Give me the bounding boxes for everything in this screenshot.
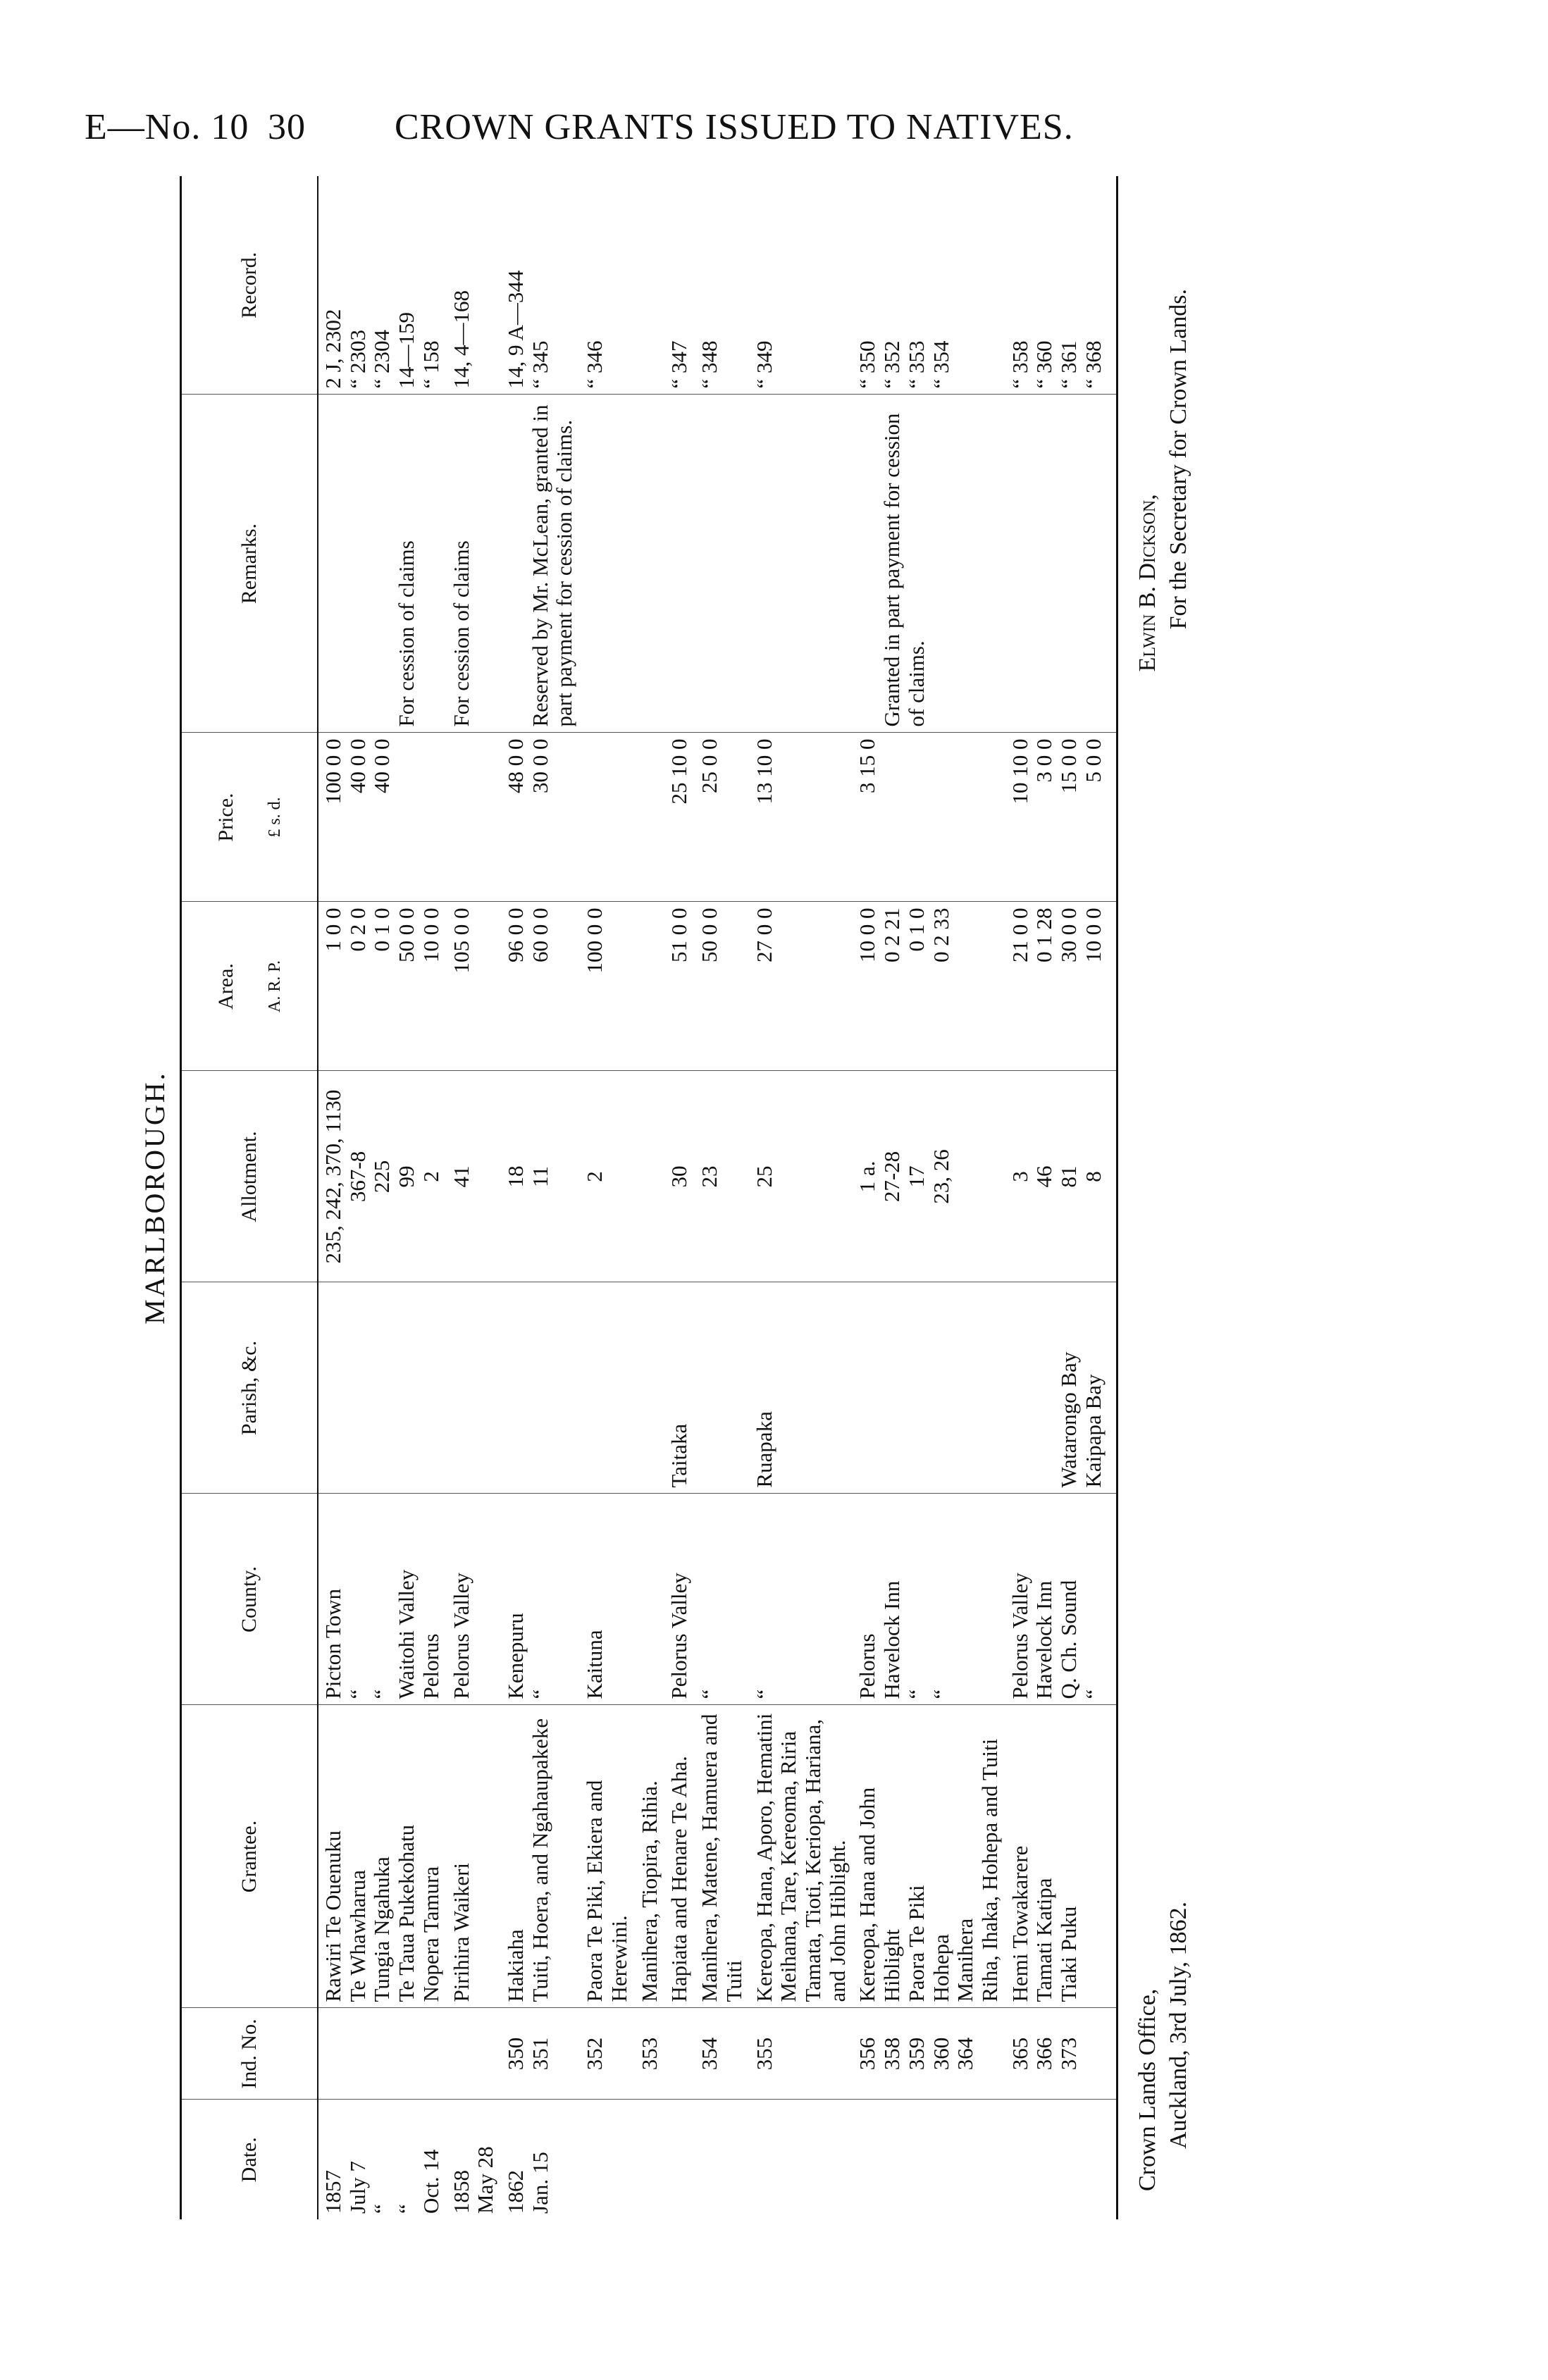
cell-price: 10 10 0 3 0 0 15 0 0 5 0 0 — [1005, 733, 1117, 902]
cell-parish — [318, 1282, 447, 1494]
cell-parish: Watarongo Bay Kaipapa Bay — [1005, 1282, 1117, 1494]
cell-allotment — [635, 1071, 665, 1282]
cell-allotment: 30 — [664, 1071, 695, 1282]
cell-remarks: Granted in part payment for cession of claims. — [853, 395, 1005, 733]
cell-parish — [447, 1282, 501, 1494]
cell-price: 13 10 0 — [750, 733, 853, 902]
page-header — [85, 99, 1423, 155]
signature-block — [1132, 289, 1294, 671]
cell-date — [853, 2100, 1005, 2219]
cell-grantee: Rawiri Te Ouenuku Te Whawharua Tungia Ngahuka Te Taua Pukekohatu Nopera Tamura — [318, 1705, 447, 2008]
table-row — [664, 176, 695, 2219]
cell-grantee: Pirihira Waikeri — [447, 1705, 501, 2008]
col-grantee: Grantee. — [181, 1705, 318, 2008]
cell-price: 25 10 0 — [664, 733, 695, 902]
cell-county: Pelorus Havelock Inn “ “ — [853, 1494, 1005, 1705]
cell-ind-no: 354 — [695, 2008, 749, 2100]
cell-date: 1862 Jan. 15 — [503, 2152, 552, 2214]
cell-record: “ 346 — [580, 176, 634, 395]
cell-ind-no — [447, 2008, 501, 2100]
cell-parish — [695, 1282, 749, 1494]
col-allotment: Allotment. — [181, 1071, 318, 1282]
cell-remarks — [635, 395, 665, 733]
cell-area: 96 0 0 60 0 0 — [501, 902, 580, 1071]
document-reference: E—No. 10 — [85, 106, 249, 147]
table-row — [501, 176, 580, 2219]
col-county: County. — [181, 1494, 318, 1705]
page-footer — [1118, 176, 1294, 2219]
office-block — [1132, 1902, 1294, 2191]
cell-date — [580, 2100, 634, 2219]
cell-area: 1 0 0 0 2 0 0 1 0 50 0 0 10 0 0 — [318, 902, 447, 1071]
rotated-table-content — [130, 176, 1385, 2219]
cell-date: 1857 July 7 “ “ Oct. 14 — [321, 2149, 443, 2214]
col-area-label: Area. — [213, 963, 237, 1010]
cell-allotment: 3 46 81 8 — [1005, 1071, 1117, 1282]
cell-allotment: 18 11 — [501, 1071, 580, 1282]
cell-county: “ — [695, 1494, 749, 1705]
crown-grants-table — [180, 176, 1118, 2219]
table-row — [853, 176, 1005, 2219]
cell-record — [635, 176, 665, 395]
cell-parish: Ruapaka — [750, 1282, 853, 1494]
section-title: MARLBOROUGH. — [139, 1071, 171, 1325]
cell-county: Pelorus Valley — [447, 1494, 501, 1705]
table-header-row — [181, 176, 318, 2219]
cell-price: 100 0 0 40 0 0 40 0 0 — [318, 733, 447, 902]
office-name: Crown Lands Office, — [1134, 1988, 1160, 2191]
cell-allotment: 235, 242, 370, 1130 367-8 225 99 2 — [318, 1071, 447, 1282]
cell-grantee: Manihera, Tiopira, Rihia. — [635, 1705, 665, 2008]
cell-county: Pelorus Valley Havelock Inn Q. Ch. Sound “ — [1005, 1494, 1117, 1705]
cell-area — [635, 902, 665, 1071]
signatory-name: Elwin B. Dickson, — [1134, 494, 1160, 672]
cell-parish — [501, 1282, 580, 1494]
table-row — [750, 176, 853, 2219]
cell-grantee: Hemi Towakarere Tamati Katipa Tiaki Puku — [1005, 1705, 1117, 2008]
cell-ind-no — [664, 2008, 695, 2100]
cell-date — [1005, 2100, 1117, 2219]
col-area-units: A. R. P. — [266, 960, 285, 1013]
cell-ind-no: 355 — [750, 2008, 853, 2100]
cell-county: Picton Town “ “ Waitohi Valley Pelorus — [318, 1494, 447, 1705]
cell-record: “ 350 “ 352 “ 353 “ 354 — [853, 176, 1005, 395]
cell-allotment: 23 — [695, 1071, 749, 1282]
cell-price — [580, 733, 634, 902]
page-number: 30 — [268, 106, 306, 147]
cell-county — [635, 1494, 665, 1705]
cell-remarks — [664, 395, 695, 733]
cell-ind-no — [318, 2008, 447, 2100]
cell-remarks: For cession of claims — [447, 395, 501, 733]
col-price — [181, 733, 318, 902]
table-row — [447, 176, 501, 2219]
place-date: Auckland, 3rd July, 1862. — [1165, 1902, 1191, 2149]
cell-county: Kenepuru “ — [501, 1494, 580, 1705]
cell-grantee: Kereopa, Hana, Aporo, Hematini Meihana, Tare, Kereoma, Riria Tamata, Tioti, Keriopa, Hariana, and John Hiblight. — [750, 1705, 853, 2008]
cell-remarks: For cession of claims — [318, 395, 447, 733]
cell-parish: Taitaka — [664, 1282, 695, 1494]
cell-grantee: Hakiaha Tuiti, Hoera, and Ngahaupakeke — [501, 1705, 580, 2008]
cell-area: 10 0 0 0 2 21 0 1 0 0 2 33 — [853, 902, 1005, 1071]
cell-record: 2 J, 2302 “ 2303 “ 2304 14—159 “ 158 — [318, 176, 447, 395]
col-parish: Parish, &c. — [181, 1282, 318, 1494]
cell-ind-no: 353 — [635, 2008, 665, 2100]
cell-area: 51 0 0 — [664, 902, 695, 1071]
cell-remarks — [580, 395, 634, 733]
cell-ind-no: 356 358 359 360 364 — [853, 2008, 1005, 2100]
cell-record: “ 349 — [750, 176, 853, 395]
cell-grantee: Manihera, Matene, Hamuera and Tuiti — [695, 1705, 749, 2008]
cell-ind-no: 350 351 — [501, 2008, 580, 2100]
table-row — [695, 176, 749, 2219]
col-price-label: Price. — [213, 793, 237, 842]
cell-date: 1858 May 28 — [448, 2146, 498, 2214]
cell-date — [750, 2100, 853, 2219]
cell-price — [635, 733, 665, 902]
table-row — [1005, 176, 1117, 2219]
cell-remarks — [750, 395, 853, 733]
cell-price: 48 0 0 30 0 0 — [501, 733, 580, 902]
cell-county: “ — [750, 1494, 853, 1705]
page-title: CROWN GRANTS ISSUED TO NATIVES. — [395, 106, 1074, 147]
col-remarks: Remarks. — [181, 395, 318, 733]
table-row — [635, 176, 665, 2219]
cell-allotment: 2 — [580, 1071, 634, 1282]
cell-remarks: Reserved by Mr. McLean, granted in part payment for cession of claims. — [501, 395, 580, 733]
cell-grantee: Paora Te Piki, Ekiera and Herewini. — [580, 1705, 634, 2008]
col-price-units: £ s. d. — [266, 797, 285, 838]
col-record: Record. — [181, 176, 318, 395]
cell-remarks — [695, 395, 749, 733]
cell-county: Pelorus Valley — [664, 1494, 695, 1705]
cell-area: 50 0 0 — [695, 902, 749, 1071]
cell-record: 14, 4—168 — [447, 176, 501, 395]
rotated-table-region — [130, 176, 1385, 2219]
cell-ind-no: 365 366 373 — [1005, 2008, 1117, 2100]
cell-allotment: 41 — [447, 1071, 501, 1282]
col-area — [181, 902, 318, 1071]
cell-parish — [580, 1282, 634, 1494]
cell-remarks — [1005, 395, 1117, 733]
table-row — [580, 176, 634, 2219]
cell-parish — [635, 1282, 665, 1494]
cell-record: “ 348 — [695, 176, 749, 395]
cell-parish — [853, 1282, 1005, 1494]
cell-area: 21 0 0 0 1 28 30 0 0 10 0 0 — [1005, 902, 1117, 1071]
cell-allotment: 25 — [750, 1071, 853, 1282]
signatory-title: For the Secretary for Crown Lands. — [1165, 289, 1191, 630]
cell-date — [635, 2100, 665, 2219]
col-date: Date. — [181, 2100, 318, 2219]
cell-price: 25 0 0 — [695, 733, 749, 902]
cell-area: 100 0 0 — [580, 902, 634, 1071]
cell-grantee: Kereopa, Hana and John Hiblight Paora Te Piki Hohepa Manihera Riha, Ihaka, Hohepa and Tuiti — [853, 1705, 1005, 2008]
cell-ind-no: 352 — [580, 2008, 634, 2100]
cell-allotment: 1 a. 27-28 17 23, 26 — [853, 1071, 1005, 1282]
cell-record: 14, 9 A—344 “ 345 — [501, 176, 580, 395]
col-ind-no: Ind. No. — [181, 2008, 318, 2100]
cell-area: 27 0 0 — [750, 902, 853, 1071]
cell-county: Kaituna — [580, 1494, 634, 1705]
cell-area: 105 0 0 — [447, 902, 501, 1071]
cell-record: “ 358 “ 360 “ 361 “ 368 — [1005, 176, 1117, 395]
table-row — [318, 176, 447, 2219]
cell-price — [447, 733, 501, 902]
cell-date — [664, 2100, 695, 2219]
cell-record: “ 347 — [664, 176, 695, 395]
cell-price: 3 15 0 — [853, 733, 1005, 902]
cell-date — [695, 2100, 749, 2219]
cell-grantee: Hapiata and Henare Te Aha. — [664, 1705, 695, 2008]
